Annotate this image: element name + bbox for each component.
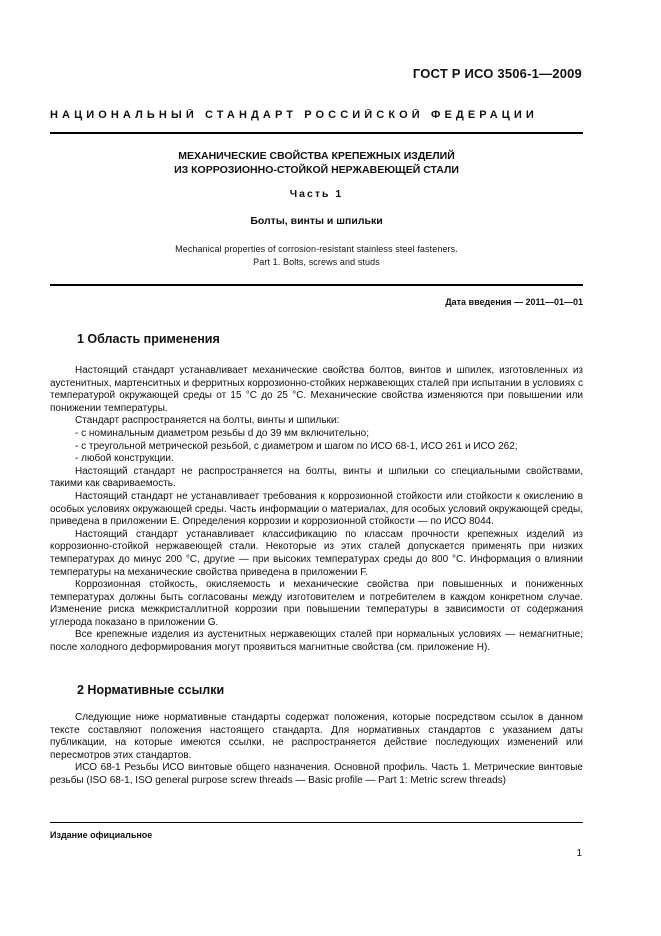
- title-line-1: МЕХАНИЧЕСКИЕ СВОЙСТВА КРЕПЕЖНЫХ ИЗДЕЛИЙ: [178, 150, 455, 162]
- list-item: - любой конструкции.: [75, 453, 174, 465]
- document-code: ГОСТ Р ИСО 3506-1—2009: [412, 66, 582, 81]
- paragraph: Настоящий стандарт устанавливает классификацию по классам прочности крепежных изделий из коррозионно-стойкой нержавеющей стали. Некоторые из этих сталей допускается применять при низких температурах до минус 200 °C, другие — при высоких температурах среды до 800 °C. Информация о влиянии температуры на механические свойства приведена в приложении F.: [50, 528, 583, 578]
- paragraph: Следующие ниже нормативные стандарты содержат положения, которые посредством ссылок в данном тексте составляют положения настоящего стандарта. Для нормативных стандартов с указанием даты публикации, на которые имеются ссылки, не распространяется действие последующих изменений или пересмотров этих стандартов.: [50, 712, 583, 761]
- section-2-heading: 2 Нормативные ссылки: [77, 683, 225, 697]
- english-title-line-2: Part 1. Bolts, screws and studs: [253, 257, 380, 267]
- part-subtitle: Болты, винты и шпильки: [250, 215, 383, 227]
- document-title: [50, 149, 583, 177]
- section-1-body: [50, 365, 583, 655]
- section-2-body: [50, 712, 583, 788]
- paragraph: Настоящий стандарт устанавливает механические свойства болтов, винтов и шпилек, изготовленных из аустенитных, мартенситных и ферритных коррозионно-стойких нержавеющих сталей при испытании в условиях с температурой окружающей среды от 15 °C до 25 °C. Механические свойства изменяются при повышении или понижении температуры.: [50, 365, 583, 414]
- paragraph: Настоящий стандарт не устанавливает требования к коррозионной стойкости или стойкости к окислению в особых условиях окружающей среды. Часть информации о материалах, для особых условий окружающей среды, приведена в приложении E. Определения коррозии и коррозионной стойкости — по ИСО 8044.: [50, 490, 583, 528]
- introduction-date: Дата введения — 2011—01—01: [445, 297, 583, 307]
- part-label: Часть 1: [289, 188, 344, 200]
- footer-rule: [50, 822, 583, 823]
- page-number: 1: [576, 848, 582, 859]
- title-line-2: ИЗ КОРРОЗИОННО-СТОЙКОЙ НЕРЖАВЕЮЩЕЙ СТАЛИ: [174, 164, 459, 176]
- paragraph: Стандарт распространяется на болты, винты и шпильки:: [75, 415, 340, 427]
- english-title-line-1: Mechanical properties of corrosion-resistant stainless steel fasteners.: [175, 244, 458, 254]
- paragraph: Все крепежные изделия из аустенитных нержавеющих сталей при нормальных условиях — немагнитные; после холодного деформирования могут проявиться магнитные свойства (см. приложение H).: [50, 629, 583, 654]
- header-rule: [50, 132, 583, 134]
- section-1-heading: 1 Область применения: [77, 332, 220, 346]
- title-rule: [50, 284, 583, 286]
- english-title: [50, 243, 583, 269]
- list-item: - с треугольной метрической резьбой, с диаметром и шагом по ИСО 68-1, ИСО 261 и ИСО 262;: [75, 440, 518, 452]
- national-standard-banner: НАЦИОНАЛЬНЫЙ СТАНДАРТ РОССИЙСКОЙ ФЕДЕРАЦИИ: [50, 109, 538, 121]
- paragraph: Настоящий стандарт не распространяется на болты, винты и шпильки со специальными свойствами, такими как свариваемость.: [50, 465, 583, 490]
- official-edition-label: Издание официальное: [50, 830, 153, 840]
- paragraph: ИСО 68-1 Резьбы ИСО винтовые общего назначения. Основной профиль. Часть 1. Метрические винтовые резьбы (ISO 68-1, ISO general purpose screw threads — Basic profile — Part 1: Metric screw threads): [50, 762, 583, 786]
- list-item: - с номинальным диаметром резьбы d до 39 мм включительно;: [75, 427, 370, 439]
- paragraph: Коррозионная стойкость, окисляемость и механические свойства при повышенных и пониженных температурах должны быть согласованы между изготовителем и потребителем в каждом конкретном случае. Изменение риска межкристаллитной коррозии при повышении температуры в зависимости от содержания углерода показано в приложении G.: [50, 579, 583, 628]
